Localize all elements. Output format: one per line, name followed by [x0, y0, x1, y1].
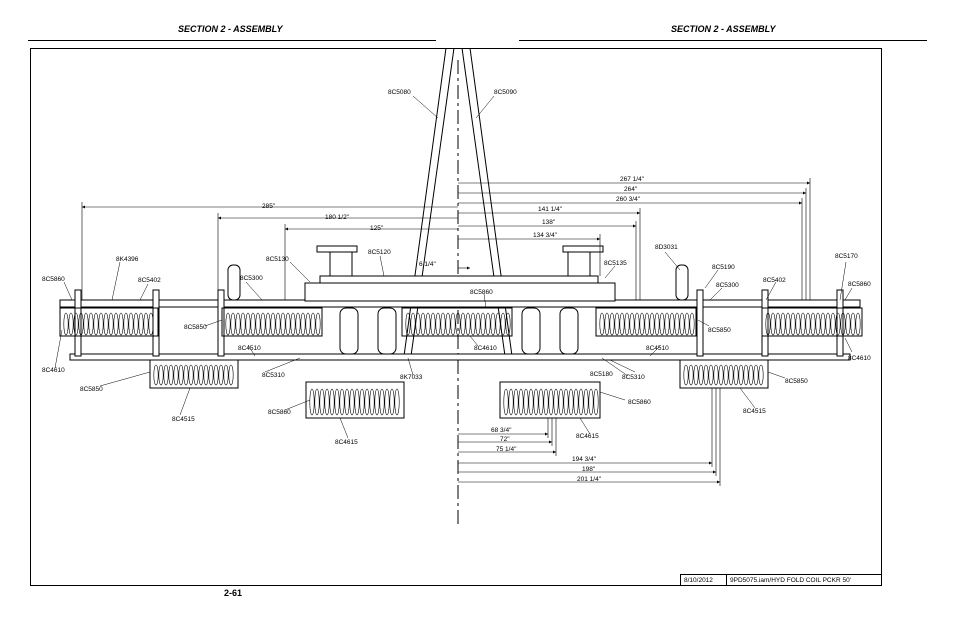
- dim-285: 285": [262, 203, 276, 210]
- coil-segment: [544, 389, 548, 415]
- coil-segment: [461, 313, 465, 335]
- wheels: [340, 308, 578, 354]
- coil-segment: [159, 365, 163, 385]
- coil-segment: [99, 313, 103, 335]
- part-8C4515-left: 8C4515: [172, 416, 195, 423]
- part-8C5180: 8C5180: [590, 371, 613, 378]
- coil-segment: [579, 389, 583, 415]
- coil-segment: [781, 313, 785, 335]
- dim-138: 138": [542, 219, 556, 226]
- coil-segment: [251, 313, 255, 335]
- coil-segment: [594, 389, 598, 415]
- part-8C4615-right: 8C4615: [576, 433, 599, 440]
- part-8C5170: 8C5170: [835, 253, 858, 260]
- coil-segment: [416, 313, 420, 335]
- coil-segment: [296, 313, 300, 335]
- coil-segment: [801, 313, 805, 335]
- coil-segment: [395, 389, 399, 415]
- dim-134: 134 3/4": [533, 232, 557, 239]
- part-8C5090: 8C5090: [494, 89, 517, 96]
- part-8C4510-left: 8C4510: [238, 345, 261, 352]
- coil-segment: [791, 313, 795, 335]
- coil-segment: [759, 365, 763, 385]
- coil-segment: [179, 365, 183, 385]
- coil-segment: [486, 313, 490, 335]
- coil-segment: [104, 313, 108, 335]
- coil-segment: [645, 313, 649, 335]
- coil-segment: [734, 365, 738, 385]
- coil-segment: [816, 313, 820, 335]
- coil-segment: [496, 313, 500, 335]
- coil-segment: [549, 389, 553, 415]
- coil-segment: [426, 313, 430, 335]
- coil-segment: [589, 389, 593, 415]
- coil-segment: [534, 389, 538, 415]
- coil-segment: [340, 389, 344, 415]
- coil-segment: [390, 389, 394, 415]
- coil-segment: [471, 313, 475, 335]
- coil-segment: [89, 313, 93, 335]
- dim-72: 72": [500, 436, 510, 443]
- coil-segment: [246, 313, 250, 335]
- coil-segment: [514, 389, 518, 415]
- coil-segment: [504, 389, 508, 415]
- coil-segment: [94, 313, 98, 335]
- coil-segment: [615, 313, 619, 335]
- coil-segment: [625, 313, 629, 335]
- part-8C5120: 8C5120: [368, 249, 391, 256]
- coil-segment: [315, 389, 319, 415]
- coil-segment: [821, 313, 825, 335]
- coil-segment: [441, 313, 445, 335]
- coil-segment: [451, 313, 455, 335]
- coil-segment: [655, 313, 659, 335]
- coil-segment: [286, 313, 290, 335]
- coil-segment: [569, 389, 573, 415]
- coil-segment: [796, 313, 800, 335]
- coil-segment: [694, 365, 698, 385]
- coil-segment: [124, 313, 128, 335]
- coil-segment: [174, 365, 178, 385]
- coil-segment: [436, 313, 440, 335]
- part-8K7033: 8K7033: [400, 374, 423, 381]
- part-labels: [42, 89, 871, 446]
- coil-segment: [501, 313, 505, 335]
- drawing-file-name: 9PD5075.iam/HYD FOLD COIL PCKR 50': [726, 574, 882, 586]
- part-8C5402-left: 8C5402: [138, 277, 161, 284]
- part-8C4610-right: 8C4610: [848, 355, 871, 362]
- coil-segment: [380, 389, 384, 415]
- part-8C4615-left: 8C4615: [335, 439, 358, 446]
- coil-segment: [600, 313, 604, 335]
- coil-segment: [169, 365, 173, 385]
- coil-segment: [209, 365, 213, 385]
- part-8K4396: 8K4396: [116, 256, 139, 263]
- coil-segment: [261, 313, 265, 335]
- coil-segment: [719, 365, 723, 385]
- coil-segment: [411, 313, 415, 335]
- coil-segment: [360, 389, 364, 415]
- dim-75: 75 1/4": [496, 446, 517, 453]
- coil-segment: [266, 313, 270, 335]
- coil-segment: [84, 313, 88, 335]
- dim-194: 194 3/4": [572, 456, 596, 463]
- coil-segment: [355, 389, 359, 415]
- coil-segment: [630, 313, 634, 335]
- dim-180: 180 1/2": [325, 214, 349, 221]
- coil-segment: [231, 313, 235, 335]
- dim-125: 125": [370, 225, 384, 232]
- coil-segment: [851, 313, 855, 335]
- coil-segment: [306, 313, 310, 335]
- coil-segment: [685, 313, 689, 335]
- part-8C5300-left: 8C5300: [240, 275, 263, 282]
- coil-segment: [139, 313, 143, 335]
- coil-segment: [640, 313, 644, 335]
- coil-segment: [724, 365, 728, 385]
- coil-segment: [154, 365, 158, 385]
- coil-segment: [524, 389, 528, 415]
- dim-68: 68 3/4": [491, 427, 512, 434]
- coil-segment: [729, 365, 733, 385]
- coil-segment: [271, 313, 275, 335]
- coil-segment: [605, 313, 609, 335]
- coil-segment: [680, 313, 684, 335]
- coil-segment: [335, 389, 339, 415]
- coil-segment: [224, 365, 228, 385]
- coil-segment: [554, 389, 558, 415]
- coil-segment: [481, 313, 485, 335]
- coil-segment: [650, 313, 654, 335]
- coil-segment: [610, 313, 614, 335]
- coil-segment: [539, 389, 543, 415]
- part-8C5310-left: 8C5310: [262, 372, 285, 379]
- part-8C5860-center: 8C5860: [470, 289, 493, 296]
- part-8C5860-left: 8C5860: [42, 276, 65, 283]
- coil-segment: [754, 365, 758, 385]
- dim-201: 201 1/4": [577, 476, 601, 483]
- coil-segment: [806, 313, 810, 335]
- coil-segment: [370, 389, 374, 415]
- coil-segment: [144, 313, 148, 335]
- coil-segment: [690, 313, 694, 335]
- coil-segment: [236, 313, 240, 335]
- coil-segment: [670, 313, 674, 335]
- part-8C5402-right: 8C5402: [763, 277, 786, 284]
- part-8C5860-right: 8C5860: [848, 281, 871, 288]
- part-8C5135: 8C5135: [604, 260, 627, 267]
- coil-segment: [291, 313, 295, 335]
- coil-segment: [214, 365, 218, 385]
- coil-segment: [749, 365, 753, 385]
- coil-segment: [559, 389, 563, 415]
- coil-segment: [316, 313, 320, 335]
- coil-segment: [826, 313, 830, 335]
- coil-segment: [320, 389, 324, 415]
- coil-segment: [776, 313, 780, 335]
- dim-260: 260 3/4": [616, 196, 640, 203]
- coil-segment: [276, 313, 280, 335]
- coil-segment: [204, 365, 208, 385]
- part-8C5300-right: 8C5300: [716, 282, 739, 289]
- part-8C5080: 8C5080: [388, 89, 411, 96]
- part-8C5850-left-2: 8C5850: [80, 386, 103, 393]
- coil-segment: [786, 313, 790, 335]
- coil-segment: [325, 389, 329, 415]
- dim-6: 6 1/4": [419, 261, 436, 268]
- coil-segment: [256, 313, 260, 335]
- coil-segment: [491, 313, 495, 335]
- part-8C5190: 8C5190: [712, 264, 735, 271]
- part-8C4515-right: 8C4515: [743, 408, 766, 415]
- coil-segment: [301, 313, 305, 335]
- part-8C5860-bottom-right: 8C5860: [628, 399, 651, 406]
- coil-segment: [446, 313, 450, 335]
- coil-segment: [189, 365, 193, 385]
- coil-segment: [856, 313, 860, 335]
- coil-segment: [385, 389, 389, 415]
- coil-segment: [310, 389, 314, 415]
- coil-segment: [811, 313, 815, 335]
- coil-segment: [281, 313, 285, 335]
- part-8C5850-right-1: 8C5850: [708, 327, 731, 334]
- coil-segment: [529, 389, 533, 415]
- coil-segment: [226, 313, 230, 335]
- coil-segment: [466, 313, 470, 335]
- coil-segment: [184, 365, 188, 385]
- dim-141: 141 1/4": [538, 206, 562, 213]
- coil-segment: [564, 389, 568, 415]
- coil-segment: [675, 313, 679, 335]
- coil-segment: [311, 313, 315, 335]
- coil-segment: [375, 389, 379, 415]
- coil-segment: [194, 365, 198, 385]
- coil-segment: [365, 389, 369, 415]
- part-8C4610-left: 8C4610: [42, 367, 65, 374]
- coil-segment: [134, 313, 138, 335]
- dim-198: 198": [582, 466, 596, 473]
- coil-segment: [219, 365, 223, 385]
- coil-segment: [476, 313, 480, 335]
- coil-segment: [509, 389, 513, 415]
- part-8D3031: 8D3031: [655, 244, 678, 251]
- coil-segment: [350, 389, 354, 415]
- coil-segment: [421, 313, 425, 335]
- section-title-right: SECTION 2 - ASSEMBLY: [671, 24, 776, 34]
- coil-segment: [119, 313, 123, 335]
- part-8C4510-right: 8C4510: [646, 345, 669, 352]
- coil-segment: [665, 313, 669, 335]
- coil-segment: [620, 313, 624, 335]
- part-8C5850-right-2: 8C5850: [785, 378, 808, 385]
- coil-segment: [689, 365, 693, 385]
- page-number: 2-61: [224, 588, 243, 598]
- dim-267: 267 1/4": [620, 176, 644, 183]
- part-8C5860-bottom-left: 8C5860: [268, 409, 291, 416]
- dim-264: 264": [624, 186, 638, 193]
- coil-segment: [704, 365, 708, 385]
- coil-segment: [744, 365, 748, 385]
- part-8C5850-left-1: 8C5850: [184, 324, 207, 331]
- coil-segment: [64, 313, 68, 335]
- coil-segment: [584, 389, 588, 415]
- coil-segment: [164, 365, 168, 385]
- coil-segment: [330, 389, 334, 415]
- coil-segment: [831, 313, 835, 335]
- part-8C5130: 8C5130: [266, 256, 289, 263]
- part-8C5310-right: 8C5310: [622, 374, 645, 381]
- coil-segment: [739, 365, 743, 385]
- coil-segment: [345, 389, 349, 415]
- coil-segment: [69, 313, 73, 335]
- drawing-date: 8/10/2012: [680, 574, 726, 586]
- coil-segment: [699, 365, 703, 385]
- coil-segment: [684, 365, 688, 385]
- coil-segment: [199, 365, 203, 385]
- coil-segment: [431, 313, 435, 335]
- coil-segment: [229, 365, 233, 385]
- coil-segment: [519, 389, 523, 415]
- coil-segment: [241, 313, 245, 335]
- coil-segment: [660, 313, 664, 335]
- coil-segment: [635, 313, 639, 335]
- coil-segment: [771, 313, 775, 335]
- coil-segment: [574, 389, 578, 415]
- coil-segment: [109, 313, 113, 335]
- coil-segment: [714, 365, 718, 385]
- coil-segment: [129, 313, 133, 335]
- coil-segment: [709, 365, 713, 385]
- coil-segment: [846, 313, 850, 335]
- section-title-left: SECTION 2 - ASSEMBLY: [178, 24, 283, 34]
- part-8C4610-center: 8C4610: [474, 345, 497, 352]
- coil-segment: [114, 313, 118, 335]
